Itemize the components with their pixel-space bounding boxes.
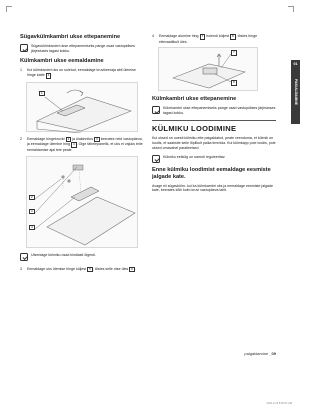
illustration-hinge-parts xyxy=(26,156,138,248)
caution-icon xyxy=(20,253,28,261)
caution-text: Ulserdage külmiku osad kindlasti õigesti. xyxy=(31,252,96,257)
step-text-part: , tõstes selle otse üles xyxy=(92,266,129,271)
callout-label: 1 xyxy=(41,90,43,95)
callout-number: 8 xyxy=(232,34,234,38)
note xyxy=(152,106,276,115)
note-text: Sügavkülmkambri ukse ettepanemiseks pange osad vastupidises järjestuses tagasi kokku. xyxy=(31,44,135,53)
step-text-part: keerates neid vastupäeva, ja eemaldage ülemine hing xyxy=(27,136,143,147)
crop-mark xyxy=(6,6,12,12)
chapter-title: KÜLMIKU LOODIMINE xyxy=(152,124,237,134)
print-meta: 2011-2-16 8:40:51 AM xyxy=(266,402,292,405)
step-text-part: ja ülakinnitus xyxy=(72,136,94,141)
callout-label: 4 xyxy=(31,224,33,229)
right-column xyxy=(152,34,276,193)
callout-label: 7 xyxy=(233,50,235,55)
callout-number: 5 xyxy=(89,266,91,271)
footer-section: paigaldamine xyxy=(244,351,269,356)
note-icon xyxy=(152,155,160,163)
page-footer xyxy=(244,351,276,356)
step-text: Eemaldage uks ülemise hinge küljest 5 , tõstes selle otse üles 6 . xyxy=(27,266,136,271)
callout-label: 8 xyxy=(233,80,235,85)
note-icon xyxy=(20,44,28,52)
step-text xyxy=(27,137,144,153)
callout-number: 3 xyxy=(96,136,98,141)
step-text-part: Eemaldage hingekruvid xyxy=(27,136,65,141)
paragraph: Kui uksed on uuesti külmiku ette paigaldatud, peate veenduma, et külmik on loodis, et saaksite selle lõplikult paika timmida. Kui külmkapp pole loodis, pole uksed omavahel paralleelsed. xyxy=(152,136,276,150)
step-text-part: , tõstes hinge ettevaatlikult üles. xyxy=(159,34,258,44)
callout-label: 3 xyxy=(31,208,33,213)
caution xyxy=(20,253,144,261)
step xyxy=(20,137,144,153)
hinge-exploded-drawing xyxy=(27,157,139,249)
note xyxy=(20,44,144,53)
left-column xyxy=(20,34,144,274)
step-text xyxy=(159,34,276,44)
section-heading: Külmkambri ukse eemaldamine xyxy=(20,58,104,65)
step-text: Kui külmkambri uks on suletud, eemaldage kruvikeeraja abil ülemise hinge katte 1 . xyxy=(27,68,136,78)
note-text: Külmkambri ukse ettepanemiseks pange osad vastupidises järjestuses tagasi kokku. xyxy=(163,106,276,115)
chapter-number: 01 xyxy=(293,62,298,66)
illustration-top-hinge xyxy=(26,82,138,132)
step-text-part: Eemaldage uks ülemise hinge küljest xyxy=(27,266,87,271)
step xyxy=(20,267,144,273)
callout-number: 2 xyxy=(67,136,70,141)
paragraph: Avage nii sügavkülm- kui ka külmkambri uks ja eemaldage eesmiste jalgade kate, keerates kõik kolm kruvi vastupäeva lahti. xyxy=(152,183,273,193)
note-text: Külmiku eelkülg on samuti reguleeritav. xyxy=(163,154,226,159)
section-heading: Külmkambri ukse ettepanemine xyxy=(152,96,237,103)
step xyxy=(152,34,276,44)
chapter-label: PAIGALDAMINE xyxy=(293,79,298,105)
chapter-side-tab xyxy=(291,60,300,124)
step-text-part: . Olge tähelepanelik, et uks ei vajuks teile eemaldamise ajal teie peale. xyxy=(27,142,143,152)
note-icon xyxy=(152,106,160,114)
callout-label: 2 xyxy=(31,194,33,199)
step-number: 3 xyxy=(20,266,22,271)
section-heading: Sügavkülmkambri ukse ettepanemine xyxy=(20,34,121,40)
divider xyxy=(152,120,276,121)
note xyxy=(152,155,276,163)
callout-number: 6 xyxy=(131,266,133,271)
page-number: _09 xyxy=(269,351,276,356)
step-number: 1 xyxy=(20,68,22,73)
bottom-hinge-drawing xyxy=(159,48,259,92)
illustration-bottom-hinge xyxy=(158,47,258,91)
step xyxy=(20,68,144,78)
step-number: 4 xyxy=(152,34,154,38)
crop-mark xyxy=(288,6,294,12)
callout-number: 7 xyxy=(201,34,204,38)
step-number: 2 xyxy=(20,136,22,141)
step-text-part: Eemaldage alumine hing xyxy=(159,34,199,38)
step-text-part: Kui külmkambri uks on suletud, eemaldage kruvikeeraja abil ülemise hinge katte xyxy=(27,68,136,78)
callout-number: 4 xyxy=(72,142,75,147)
section-heading: Enne külmiku loodimist eemaldage eesmiste jalgade kate. xyxy=(152,166,271,180)
step-text-part: hoiendi küljest xyxy=(206,34,230,38)
callout-number: 1 xyxy=(47,73,50,78)
